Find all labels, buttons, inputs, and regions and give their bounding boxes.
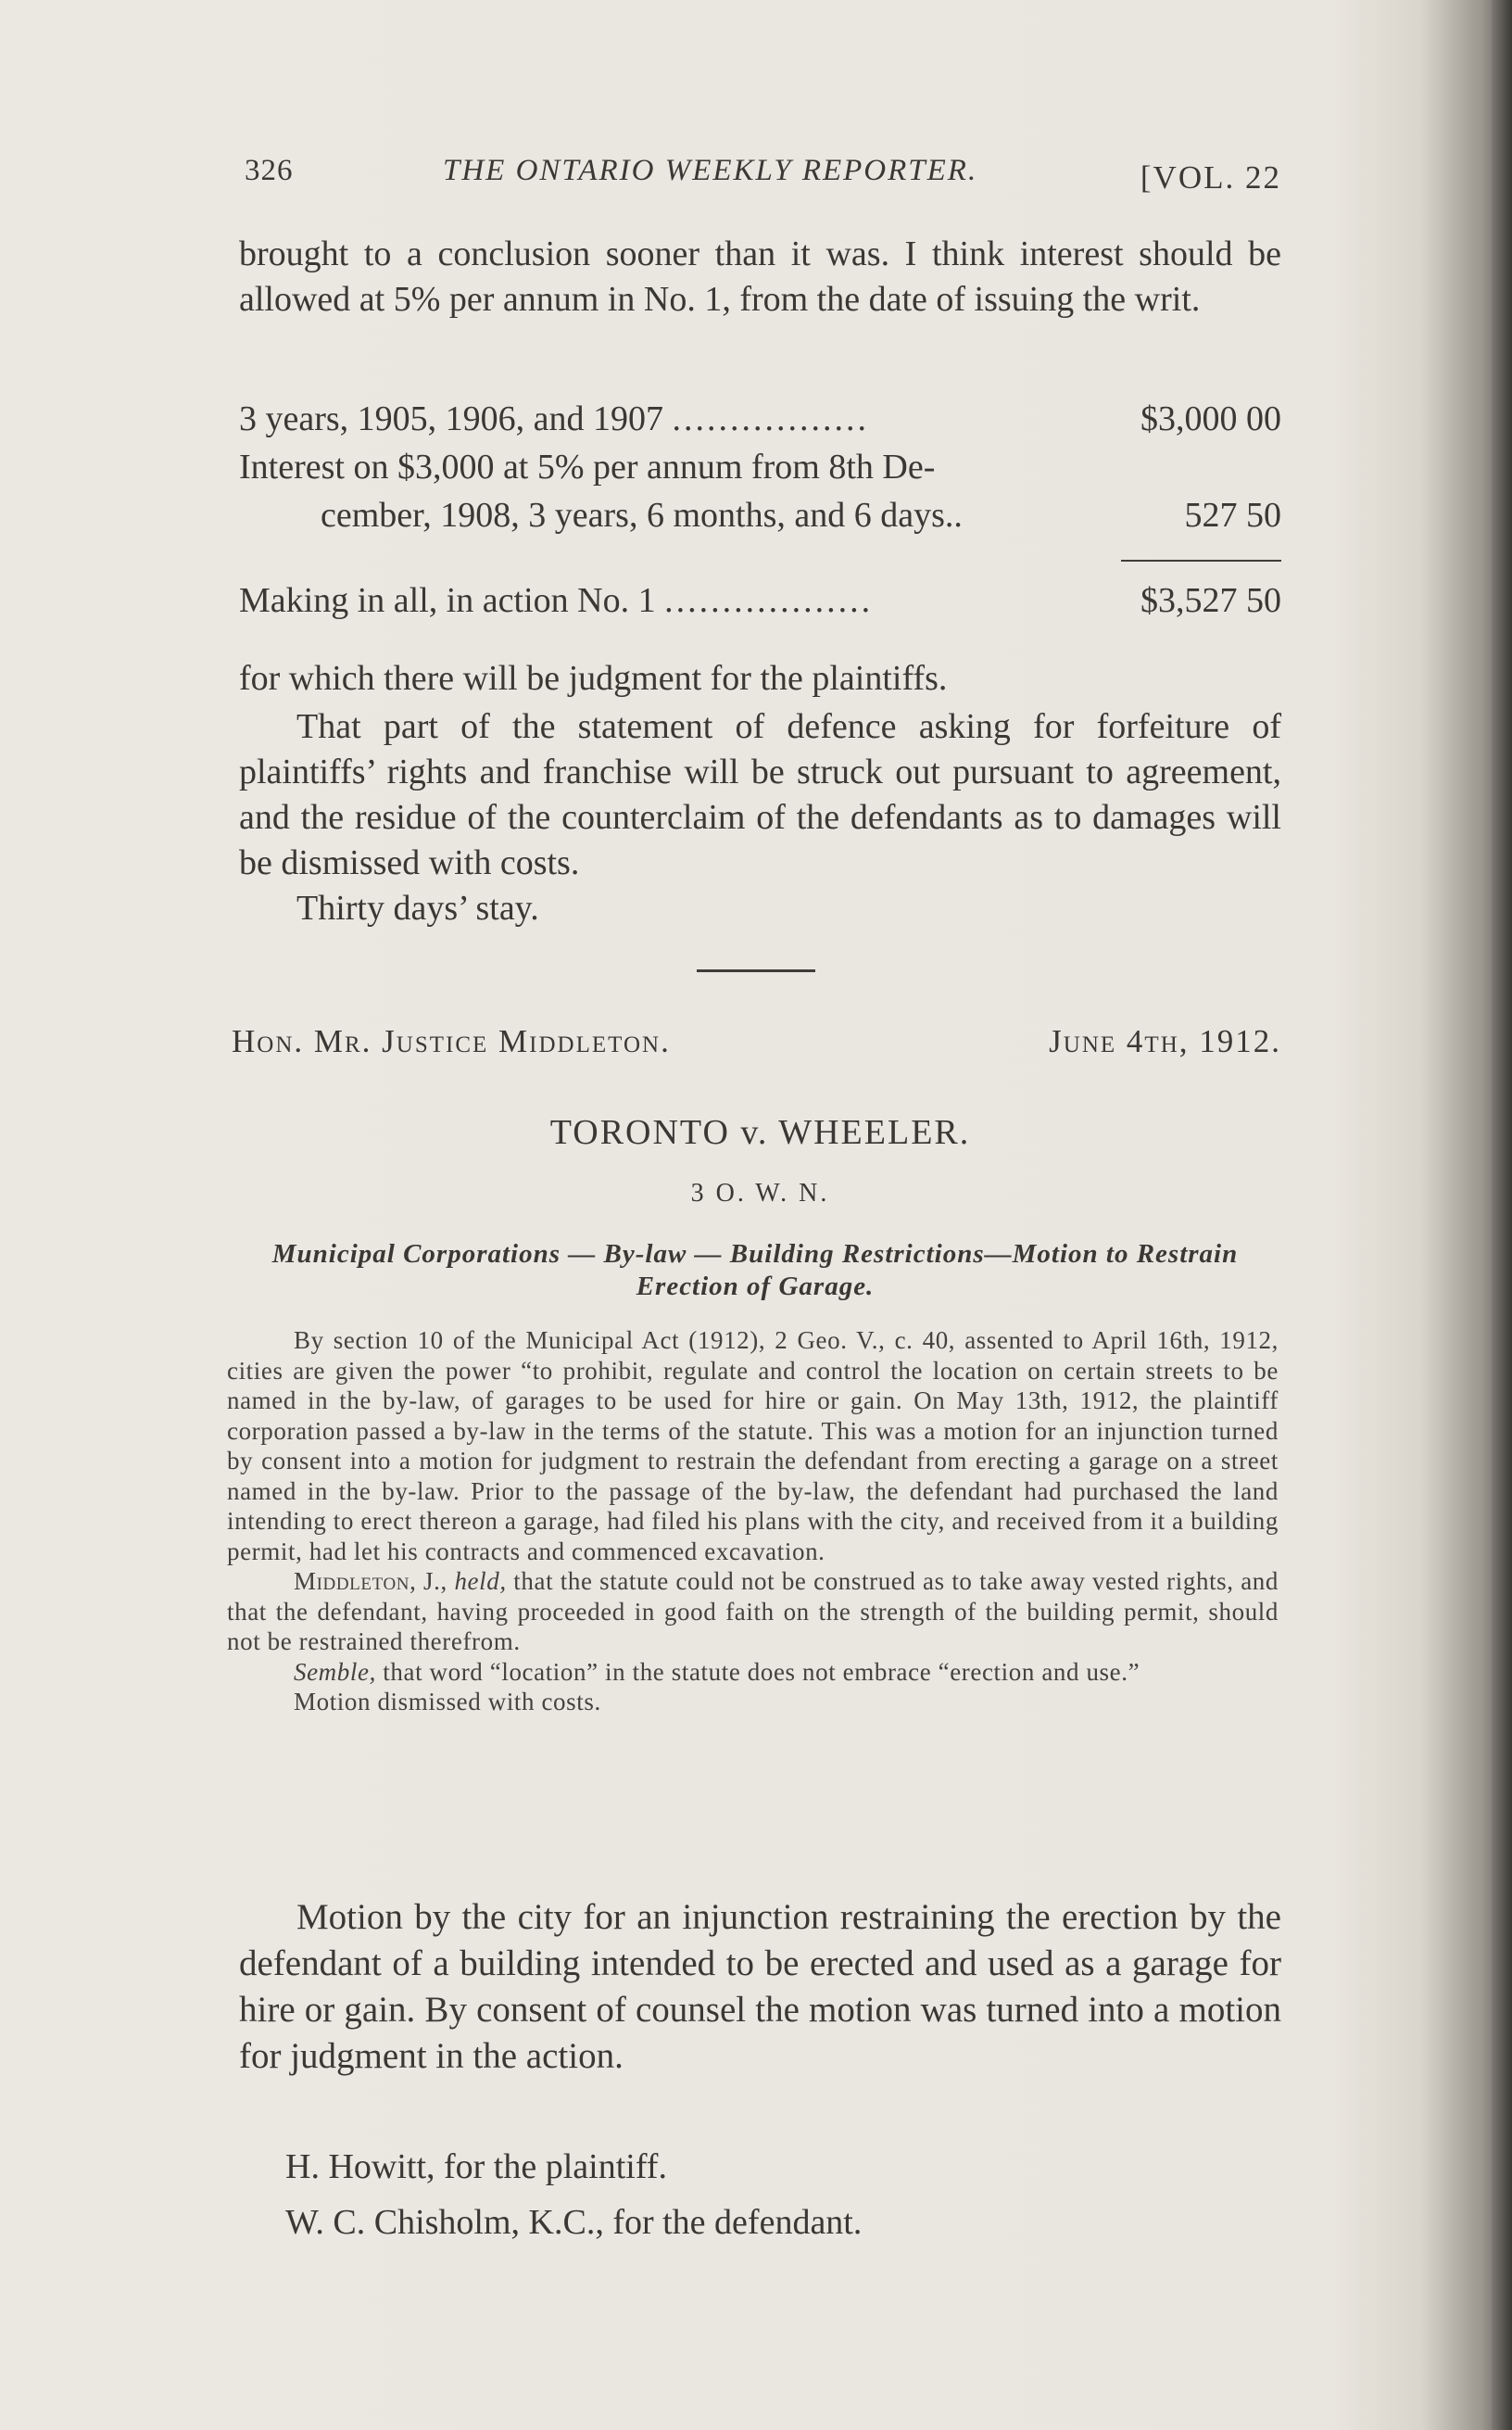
account-line-3-label: cember, 1908, 3 years, 6 months, and 6 days.. bbox=[321, 496, 963, 535]
judge-name: Hon. Mr. Justice Middleton. bbox=[232, 1023, 671, 1059]
account-total bbox=[239, 580, 1281, 628]
headnote-judge-name: Middleton, J., bbox=[294, 1567, 447, 1595]
headnote-semble: Semble, bbox=[294, 1657, 376, 1686]
page-number: 326 bbox=[245, 154, 294, 187]
running-title: THE ONTARIO WEEKLY REPORTER. bbox=[443, 154, 978, 187]
account-row-1 bbox=[239, 399, 1281, 447]
leader-dots: ................. bbox=[672, 399, 870, 438]
headnote-p2 bbox=[227, 1566, 1279, 1657]
total-rule bbox=[1121, 560, 1281, 562]
paragraph-3-text: That part of the statement of defence asking for forfeiture of plaintiffs’ rights and franchise will be struck out pursuant to agreement, and the residue of the counterclaim of the defendants as to damages will be dismissed with costs. bbox=[239, 707, 1281, 882]
case-title: TORONTO v. WHEELER. bbox=[549, 1113, 971, 1152]
counsel-defendant: W. C. Chisholm, K.C., for the defendant. bbox=[285, 2203, 863, 2242]
account-line-1-label: 3 years, 1905, 1906, and 1907 bbox=[239, 399, 664, 438]
paragraph-4-text: Motion by the city for an injunction restraining the erection by the defendant of a building intended to be erected and used as a garage for hire or gain. By consent of counsel the motion was turned into a motion for judgment in the action. bbox=[239, 1897, 1281, 2076]
headnote-p1: By section 10 of the Municipal Act (1912), 2 Geo. V., c. 40, assented to April 16th, 1912, cities are given the power “to prohibit, regulate and control the location on certain streets to be named in the by-law, of garages to be used for hire or gain. On May 13th, 1912, the plaintiff corporation passed a by-law in the terms of the statute. This was a motion for an injunction turned by consent into a motion for judgment to restrain the defendant from erecting a garage on a street named in the by-law. Prior to the passage of the by-law, the defendant had purchased the land intending to erect thereon a garage, had filed his plans with the city, and received from it a building permit, had let his contracts and commenced excavation. bbox=[227, 1326, 1279, 1565]
counsel-plaintiff: H. Howitt, for the plaintiff. bbox=[285, 2147, 667, 2186]
headnote-p3 bbox=[227, 1657, 1279, 1688]
leader-dots: .................. bbox=[664, 581, 874, 620]
headnote-held-text: that the statute could not be construed as to take away vested rights, and that the defendant, having proceeded in good faith on the strength of the building permit, should not be restrained therefrom. bbox=[227, 1567, 1279, 1655]
account-table bbox=[239, 399, 1281, 543]
headnote-held: held, bbox=[454, 1567, 507, 1595]
paragraph-interest bbox=[239, 232, 1281, 323]
section-divider bbox=[697, 969, 815, 972]
account-line-2-label: Interest on $3,000 at 5% per annum from 8th De- bbox=[239, 448, 936, 487]
account-row-2 bbox=[239, 447, 1281, 495]
paragraph-1-text: brought to a conclusion sooner than it was. I think interest should be allowed at 5% per annum in No. 1, from the date of issuing the writ. bbox=[239, 234, 1281, 319]
paragraph-2-text: for which there will be judgment for the plaintiffs. bbox=[239, 659, 948, 698]
paragraph-defence bbox=[239, 704, 1281, 931]
headnote-title: Municipal Corporations — By-law — Building Restrictions—Motion to Restrain Erection of Garage. bbox=[271, 1239, 1239, 1301]
account-row-3 bbox=[239, 495, 1281, 543]
headnote-p4: Motion dismissed with costs. bbox=[294, 1688, 601, 1715]
account-line-1-amount: $3,000 00 bbox=[1140, 399, 1281, 438]
account-line-3-amount: 527 50 bbox=[1184, 496, 1281, 535]
headnote-semble-text: that word “location” in the statute does not embrace “erection and use.” bbox=[383, 1657, 1140, 1686]
case-citation: 3 O. W. N. bbox=[690, 1179, 830, 1208]
running-header bbox=[239, 154, 1281, 200]
paragraph-judgment bbox=[239, 656, 1281, 702]
page-edge-shadow bbox=[1492, 0, 1512, 2430]
account-total-label: Making in all, in action No. 1 bbox=[239, 581, 656, 620]
paragraph-3b-text: Thirty days’ stay. bbox=[296, 889, 539, 928]
account-total-amount: $3,527 50 bbox=[1140, 581, 1281, 620]
volume-label: [VOL. 22 bbox=[1140, 159, 1281, 196]
judgment-date: June 4th, 1912. bbox=[1049, 1023, 1281, 1059]
paragraph-motion bbox=[239, 1894, 1281, 2080]
headnote bbox=[227, 1325, 1279, 1717]
